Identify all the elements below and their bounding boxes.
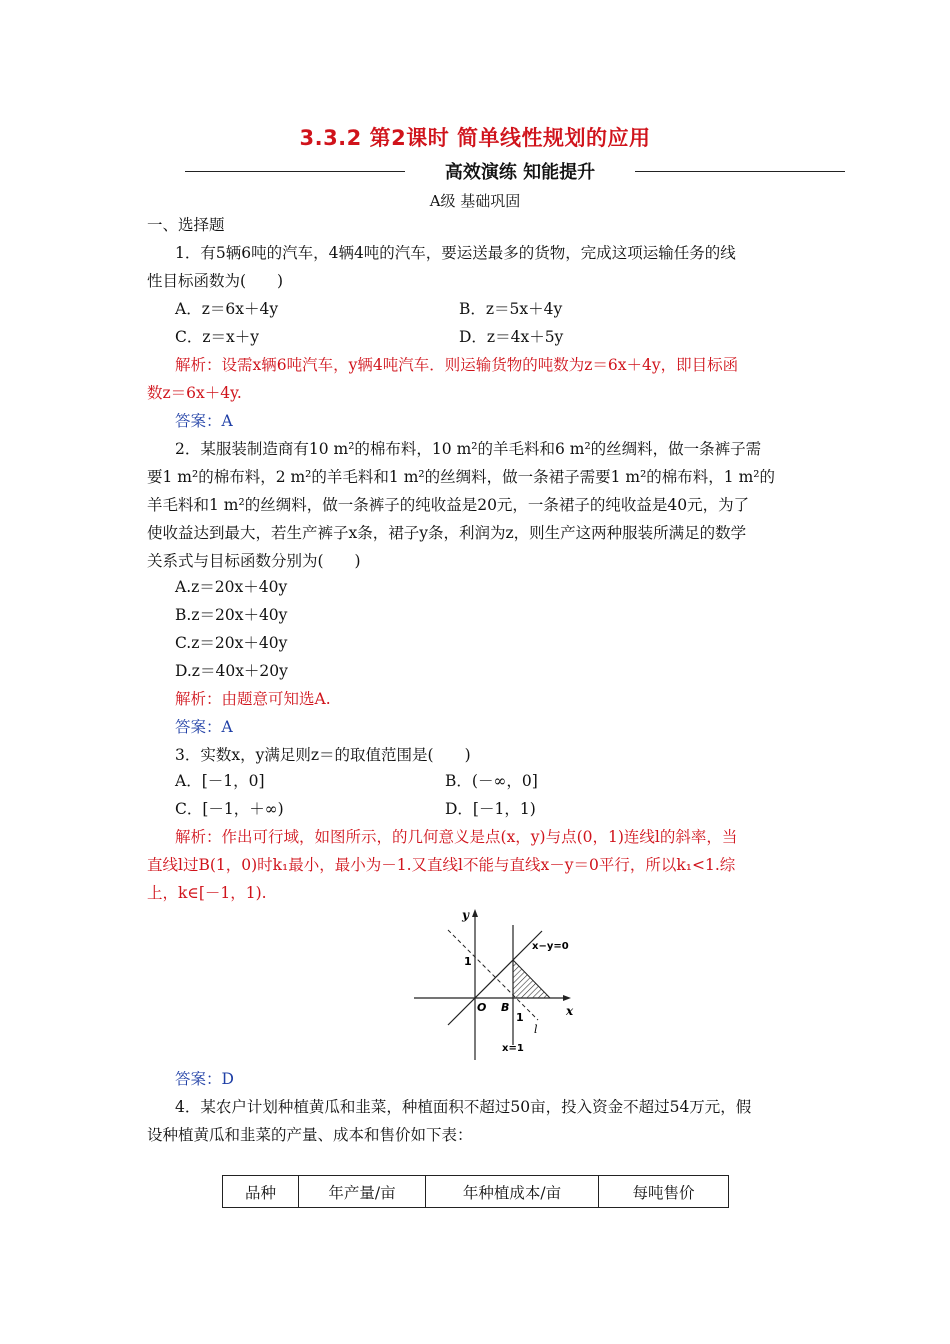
- q1-option-d: D．z＝4x＋5y: [459, 328, 564, 346]
- q2-option-b: B.z＝20x＋40y: [175, 606, 288, 624]
- q4-table: [222, 1175, 729, 1208]
- q2-stem-line5: 关系式与目标函数分别为( ): [147, 552, 361, 570]
- page-title: 3.3.2 第2课时 简单线性规划的应用: [299, 126, 651, 150]
- q3-analysis-line1: [175, 823, 737, 851]
- origin-label: O: [477, 1001, 487, 1014]
- q1-analysis-line2: 数z＝6x＋4y.: [147, 384, 242, 402]
- q1-option-a: A．z＝6x＋4y: [175, 300, 279, 318]
- q1-stem-line2: 性目标函数为( ): [147, 272, 284, 290]
- q2-option-a: A.z＝20x＋40y: [175, 578, 288, 596]
- banner-rule-right: [635, 171, 845, 172]
- section-banner: [185, 158, 845, 186]
- x-axis-arrow-icon: [563, 995, 571, 1001]
- q2-analysis-label: 解析：: [175, 690, 222, 708]
- q2-answer: 答案：A: [175, 718, 233, 736]
- y-axis-arrow-icon: [472, 909, 478, 917]
- q1-option-b: B．z＝5x＋4y: [459, 300, 563, 318]
- table-header-cell: 品种: [223, 1176, 299, 1208]
- q1-analysis-line1: [175, 351, 738, 379]
- x-tick-1: 1: [516, 1011, 524, 1024]
- section-heading: 一、选择题: [147, 216, 225, 234]
- banner-text: 高效演练 知能提升: [444, 162, 596, 183]
- banner-rule-left: [185, 171, 405, 172]
- q1-answer: 答案：A: [175, 412, 233, 430]
- table-header-cell: 年种植成本/亩: [426, 1176, 599, 1208]
- y-axis-label: y: [462, 908, 469, 922]
- x-axis-label: x: [566, 1004, 574, 1018]
- q1-stem-line1: 1．有5辆6吨的汽车，4辆4吨的汽车，要运送最多的货物，完成这项运输任务的线: [175, 244, 736, 262]
- q1-option-c: C．z＝x＋y: [175, 328, 260, 346]
- q3-option-b: B．(－∞，0]: [445, 772, 538, 790]
- q3-analysis-line3: 上，k∈[－1，1).: [147, 884, 267, 902]
- q4-stem-line2: 设种植黄瓜和韭菜的产量、成本和售价如下表：: [147, 1126, 473, 1144]
- q3-option-c: C．[－1，＋∞): [175, 800, 284, 818]
- q4-stem-line1: 4．某农户计划种植黄瓜和韭菜，种植面积不超过50亩，投入资金不超过54万元，假: [175, 1098, 752, 1116]
- line-x-minus-y-label: x−y=0: [532, 941, 569, 952]
- table-header-cell: 年产量/亩: [299, 1176, 426, 1208]
- q2-analysis-text: 由题意可知选A.: [221, 690, 331, 708]
- q2-stem-line1: 2．某服装制造商有10 m²的棉布料，10 m²的羊毛料和6 m²的丝绸料，做一条裤子需: [175, 440, 762, 458]
- table-header-cell: 每吨售价: [599, 1176, 729, 1208]
- y-tick-1: 1: [464, 955, 472, 968]
- q1-analysis-text: 设需x辆6吨汽车，y辆4吨汽车．则运输货物的吨数为z＝6x＋4y，即目标函: [221, 356, 739, 374]
- q3-stem-line1: 3．实数x，y满足则z＝的取值范围是( ): [175, 746, 471, 764]
- q2-option-d: D.z＝40x＋20y: [175, 662, 288, 680]
- level-heading: A级 基础巩固: [429, 192, 521, 210]
- q3-analysis-line2: 直线l过B(1，0)时k₁最小，最小为－1.又直线l不能与直线x－y＝0平行，所以k₁<1.综: [147, 856, 736, 874]
- q2-option-c: C.z＝20x＋40y: [175, 634, 288, 652]
- q3-answer: 答案：D: [175, 1070, 234, 1088]
- q1-analysis-label: 解析：: [175, 356, 222, 374]
- q3-option-d: D．[－1，1): [445, 800, 536, 818]
- line-l-label: l: [534, 1023, 538, 1036]
- q2-stem-line4: 使收益达到最大，若生产裤子x条，裙子y条，利润为z，则生产这两种服装所满足的数学: [147, 524, 747, 542]
- point-b-label: B: [501, 1001, 510, 1014]
- q3-analysis-label: 解析：: [175, 828, 222, 846]
- q2-stem-line2: 要1 m²的棉布料，2 m²的羊毛料和1 m²的丝绸料，做一条裙子需要1 m²的棉布料，1 m²的: [147, 468, 776, 486]
- q3-option-a: A．[－1，0]: [175, 772, 265, 790]
- line-x-equals-1-label: x=1: [502, 1043, 524, 1054]
- feasible-region-figure: [410, 905, 580, 1063]
- q3-analysis-text: 作出可行域，如图所示，的几何意义是点(x，y)与点(0，1)连线l的斜率，当: [221, 828, 738, 846]
- q2-analysis-line1: [175, 685, 331, 713]
- q2-stem-line3: 羊毛料和1 m²的丝绸料，做一条裤子的纯收益是20元，一条裙子的纯收益是40元，为了: [147, 496, 750, 514]
- table-header-row: [223, 1176, 729, 1208]
